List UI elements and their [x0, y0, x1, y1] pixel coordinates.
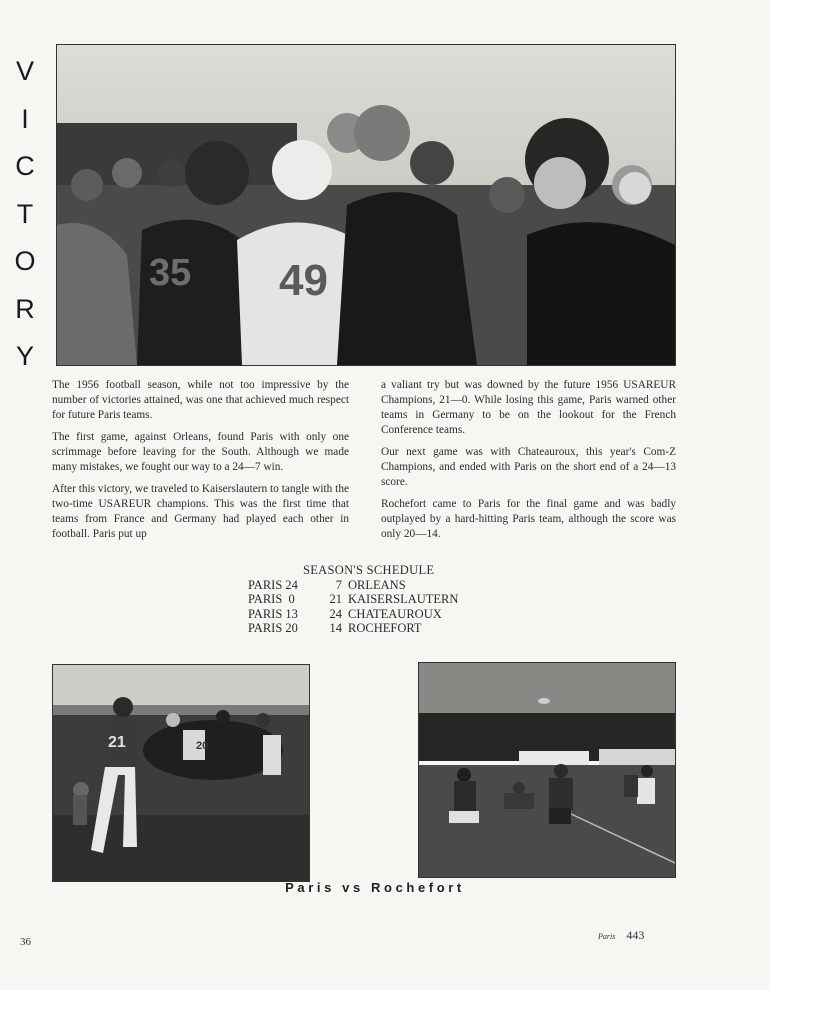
paragraph: The 1956 football season, while not too impressive by the number of victories attained, was one that achieved much respect for future Paris teams.: [52, 379, 349, 421]
jersey-number: 20: [196, 740, 209, 752]
jersey-number: 49: [279, 256, 328, 305]
opponent-score: 21: [329, 592, 342, 606]
article-left-column: [52, 378, 349, 549]
paragraph: Rochefort came to Paris for the final game and was badly outplayed by a hard-hitting Paris team, although the score was only 20—14.: [381, 498, 676, 540]
paris-score: PARIS 0: [248, 592, 295, 606]
paragraph: The first game, against Orleans, found Paris with only one scrimmage before leaving for the South. Although we made many mistakes, we fought our way to a 24—7 win.: [52, 431, 349, 473]
opponent-name: KAISERSLAUTERN: [348, 592, 459, 606]
opponent-score: 7: [335, 577, 342, 592]
victory-vertical-title: [10, 48, 40, 381]
footer-label: Paris: [598, 932, 616, 941]
photo-caption: Paris vs Rochefort: [285, 880, 465, 895]
game-action-photo-right: [418, 662, 676, 878]
team-celebration-photo: [56, 44, 676, 366]
jersey-number: 21: [108, 734, 126, 751]
title-letter: T: [16, 198, 34, 229]
paris-score: PARIS 13: [248, 606, 298, 621]
opponent-name: ORLEANS: [348, 577, 406, 592]
opponent-score: 14: [329, 621, 342, 635]
schedule-row: [248, 621, 498, 636]
footer-page-number: 443: [626, 928, 645, 942]
schedule-row: [248, 592, 498, 607]
page-margin: [770, 0, 840, 1024]
title-letter: Y: [15, 341, 34, 371]
game-action-photo-left: [52, 664, 310, 882]
jersey-number: 35: [149, 252, 192, 294]
page-number: 36: [20, 936, 31, 948]
opponent-name: CHATEAUROUX: [348, 606, 442, 621]
title-letter: R: [15, 293, 35, 324]
opponent-name: ROCHEFORT: [348, 621, 422, 635]
opponent-score: 24: [329, 606, 342, 621]
paris-score: PARIS 24: [248, 577, 298, 592]
footer: [598, 928, 644, 943]
schedule-row: [248, 578, 498, 593]
schedule-row: [248, 607, 498, 622]
article-right-column: [381, 378, 676, 549]
title-letter: C: [15, 151, 35, 181]
paris-score: PARIS 20: [248, 621, 298, 635]
season-schedule: [248, 563, 498, 636]
title-letter: O: [14, 246, 36, 276]
title-letter: V: [15, 56, 34, 86]
paragraph: a valiant try but was downed by the future 1956 USAREUR Champions, 21—0. While losing this game, Paris warned other teams in Germany to be on the lookout for the French Conference teams.: [381, 379, 676, 436]
title-letter: I: [21, 103, 29, 134]
schedule-title: SEASON'S SCHEDULE: [303, 563, 435, 577]
paragraph: Our next game was with Chateauroux, this year's Com-Z Champions, and ended with Paris on the short end of a 24—13 score.: [381, 446, 676, 488]
paragraph: After this victory, we traveled to Kaiserslautern to tangle with the two-time USAREUR champions. This was the first time that teams from France and Germany had played each other in football. Paris put up: [52, 483, 349, 540]
